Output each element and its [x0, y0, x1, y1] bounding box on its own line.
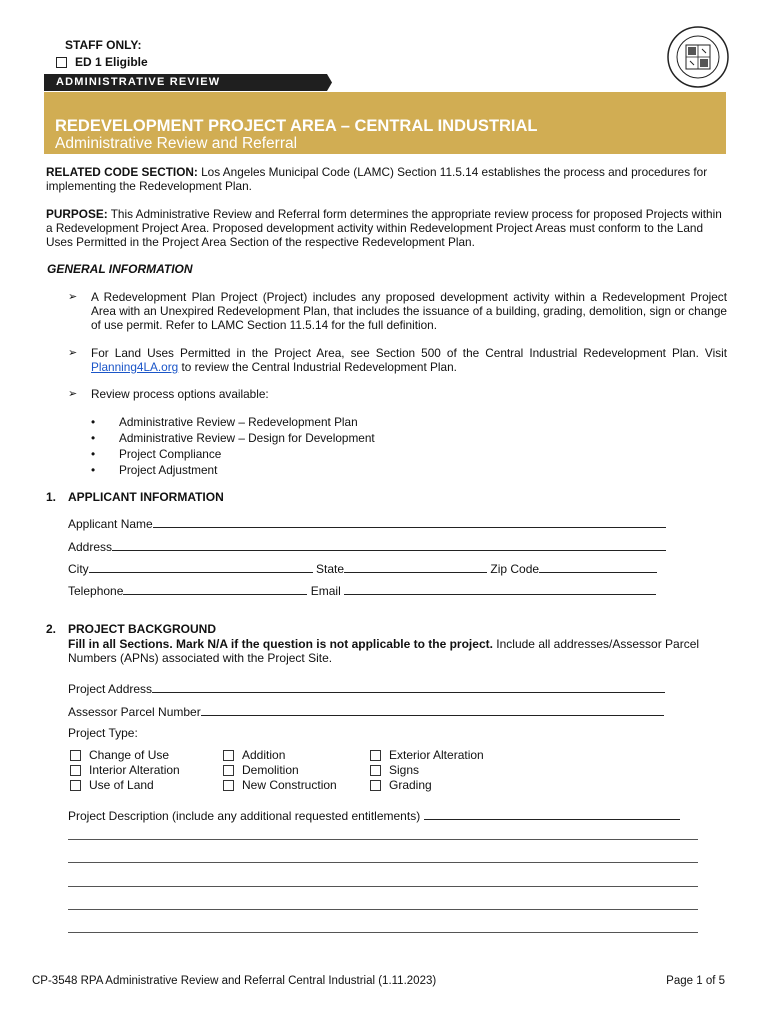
section-2-instructions-bold: Fill in all Sections. Mark N/A if the question is not applicable to the project. [68, 637, 493, 651]
ed1-eligible-row [56, 55, 148, 69]
applicant-name-field[interactable] [68, 516, 666, 531]
checkbox-change-of-use[interactable]: Change of Use [70, 748, 180, 763]
arrow-bullet-icon: ➢ [68, 388, 78, 400]
page-title: REDEVELOPMENT PROJECT AREA – CENTRAL INDUSTRIAL [55, 117, 538, 135]
zip-label: Zip Code [490, 562, 540, 576]
city-label: City [68, 562, 89, 576]
purpose-section [46, 207, 730, 249]
description-line[interactable] [68, 932, 698, 933]
list-item: • Project Adjustment [91, 463, 218, 477]
apn-label: Assessor Parcel Number [68, 705, 201, 719]
project-type-col-2 [223, 748, 337, 793]
section-1-title: APPLICANT INFORMATION [68, 490, 224, 504]
project-address-label: Project Address [68, 682, 153, 696]
telephone-label: Telephone [68, 584, 124, 598]
address-label: Address [68, 540, 113, 554]
purpose-label: PURPOSE: [46, 207, 108, 221]
checkbox-interior-alteration[interactable]: Interior Alteration [70, 763, 180, 778]
checkbox-demolition[interactable]: Demolition [223, 763, 337, 778]
page-number: Page 1 of 5 [666, 975, 725, 987]
review-options-list [91, 414, 375, 478]
zip-field[interactable] [539, 561, 657, 573]
checkbox-new-construction[interactable]: New Construction [223, 778, 337, 793]
project-address-field[interactable] [68, 681, 665, 696]
description-line[interactable] [68, 909, 698, 910]
apn-field[interactable] [68, 704, 664, 719]
city-state-zip-row [68, 561, 657, 576]
section-2-instructions-text: Include all addresses/Assessor Parcel Numbers (APNs) associated with the Project Site. [68, 637, 700, 665]
project-description-field[interactable] [68, 808, 680, 823]
ed1-checkbox[interactable] [56, 57, 67, 68]
ed1-eligible-label: ED 1 Eligible [75, 55, 148, 69]
general-bullet-2-text: For Land Uses Permitted in the Project Area, see Section 500 of the Central Industrial Redevelopment Plan. Visit [91, 346, 727, 360]
address-field[interactable] [68, 539, 666, 554]
list-item: • Administrative Review – Redevelopment Plan [91, 415, 358, 429]
description-line[interactable] [68, 862, 698, 863]
related-code-text: Los Angeles Municipal Code (LAMC) Section 11.5.14 establishes the process and procedures for implementing the Redevelopment Plan. [46, 165, 708, 193]
applicant-name-label: Applicant Name [68, 517, 153, 531]
checkbox-signs[interactable]: Signs [370, 763, 484, 778]
description-line[interactable] [68, 886, 698, 887]
city-seal-icon [666, 25, 730, 89]
section-1-number: 1. [46, 490, 57, 504]
admin-review-band-label: ADMINISTRATIVE REVIEW [56, 76, 221, 88]
section-2-number: 2. [46, 622, 57, 636]
state-field[interactable] [344, 561, 487, 573]
form-footer: CP-3548 RPA Administrative Review and Referral Central Industrial (1.11.2023) [32, 975, 437, 987]
section-2-title: PROJECT BACKGROUND [68, 622, 217, 636]
general-bullet-2-text-end: to review the Central Industrial Redevelopment Plan. [178, 360, 457, 374]
arrow-bullet-icon: ➢ [68, 347, 78, 359]
checkbox-exterior-alteration[interactable]: Exterior Alteration [370, 748, 484, 763]
project-type-col-1 [70, 748, 180, 793]
general-bullet-2 [91, 346, 727, 374]
general-info-heading: GENERAL INFORMATION [47, 262, 193, 276]
arrow-bullet-icon: ➢ [68, 291, 78, 303]
general-bullet-3: Review process options available: [91, 387, 269, 401]
email-label: Email [310, 584, 341, 598]
checkbox-addition[interactable]: Addition [223, 748, 337, 763]
checkbox-use-of-land[interactable]: Use of Land [70, 778, 180, 793]
page-subtitle: Administrative Review and Referral [55, 135, 298, 152]
related-code-section [46, 165, 730, 193]
checkbox-grading[interactable]: Grading [370, 778, 484, 793]
related-code-label: RELATED CODE SECTION: [46, 165, 198, 179]
project-type-col-3 [370, 748, 484, 793]
general-bullet-1: A Redevelopment Plan Project (Project) includes any proposed development activity within a Redevelopment Project Area with an Unexpired Redevelopment Plan, that includes the issuance of a building, grading, demolition, sign or change of use permit. Refer to LAMC Section 11.5.14 for the full definition. [91, 290, 727, 332]
project-description-label: Project Description (include any additional requested entitlements) [68, 809, 421, 823]
telephone-email-row [68, 583, 656, 598]
city-field[interactable] [89, 561, 313, 573]
list-item: • Administrative Review – Design for Development [91, 431, 375, 445]
email-field[interactable] [344, 583, 656, 595]
planning4la-link[interactable]: Planning4LA.org [91, 360, 179, 374]
project-type-label: Project Type: [68, 726, 138, 740]
list-item: • Project Compliance [91, 447, 222, 461]
description-line[interactable] [68, 839, 698, 840]
telephone-field[interactable] [123, 583, 307, 595]
purpose-text: This Administrative Review and Referral form determines the appropriate review process for proposed Projects within a Redevelopment Project Area. Proposed development activity within Redevelopment Project Areas must conform to the Land Uses Permitted in the Project Area Section of the respective Redevelopment Plan. [46, 207, 722, 249]
section-2-instructions [68, 637, 718, 665]
state-label: State [316, 562, 345, 576]
staff-only-label: STAFF ONLY: [65, 38, 142, 52]
